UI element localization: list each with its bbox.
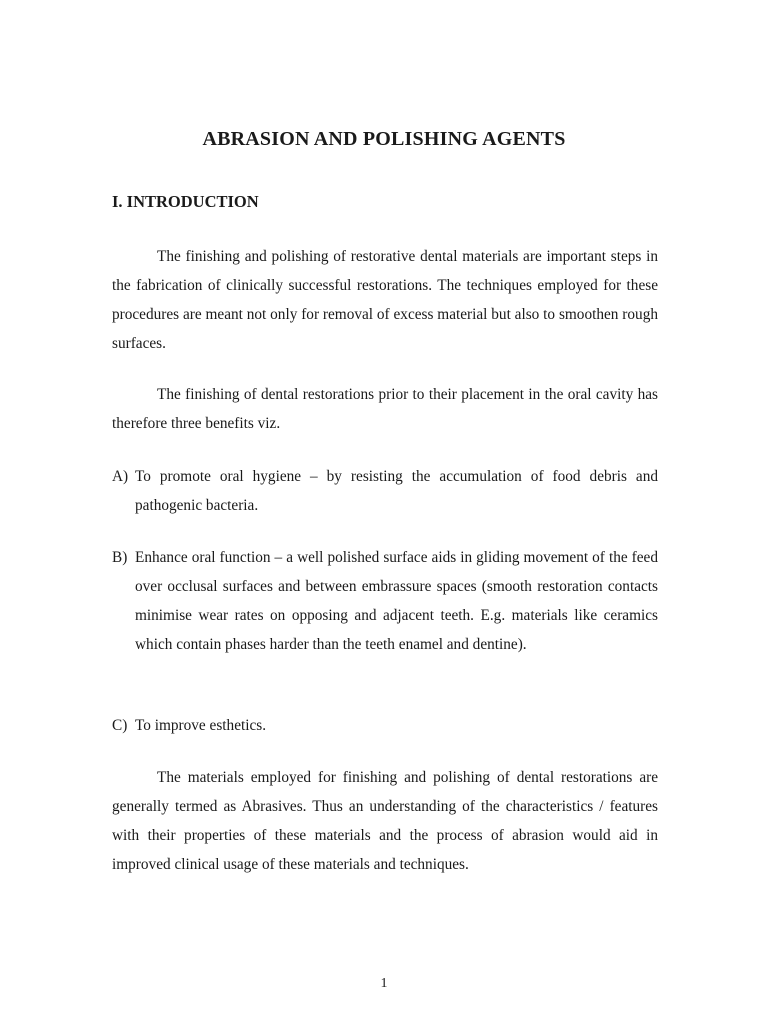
list-item-text: Enhance oral function – a well polished surface aids in gliding movement of the feed over occlusal surfaces and between embrassure spaces (smooth restoration contacts minimise wear rates on opposing and adjacent teeth. E.g. materials like ceramics which contain phases harder than the teeth enamel and dentine). (135, 549, 658, 653)
page-number: 1 (380, 976, 388, 991)
document-title: ABRASION AND POLISHING AGENTS (202, 128, 566, 150)
list-item-label: A) (112, 468, 129, 485)
list-item (112, 543, 658, 659)
abrasives-paragraph: The materials employed for finishing and polishing of dental restorations are generally termed as Abrasives. Thus an understanding of the characteristics / features with their properties of these materials and the process of abrasion would aid in improved clinical usage of these materials and techniques. (112, 769, 658, 873)
benefits-intro-paragraph: The finishing of dental restorations prior to their placement in the oral cavity has therefore three benefits viz. (112, 386, 658, 432)
intro-paragraph: The finishing and polishing of restorative dental materials are important steps in the fabrication of clinically successful restorations. The techniques employed for these procedures are meant not only for removal of excess material but also to smoothen rough surfaces. (112, 248, 658, 352)
list-item-text: To promote oral hygiene – by resisting the accumulation of food debris and pathogenic bacteria. (135, 468, 658, 514)
list-item-label: C) (112, 717, 128, 734)
list-item (112, 462, 658, 520)
list-item-label: B) (112, 549, 128, 566)
section-heading: I. INTRODUCTION (112, 192, 259, 211)
list-item (112, 711, 658, 740)
list-item-text: To improve esthetics. (135, 717, 267, 734)
